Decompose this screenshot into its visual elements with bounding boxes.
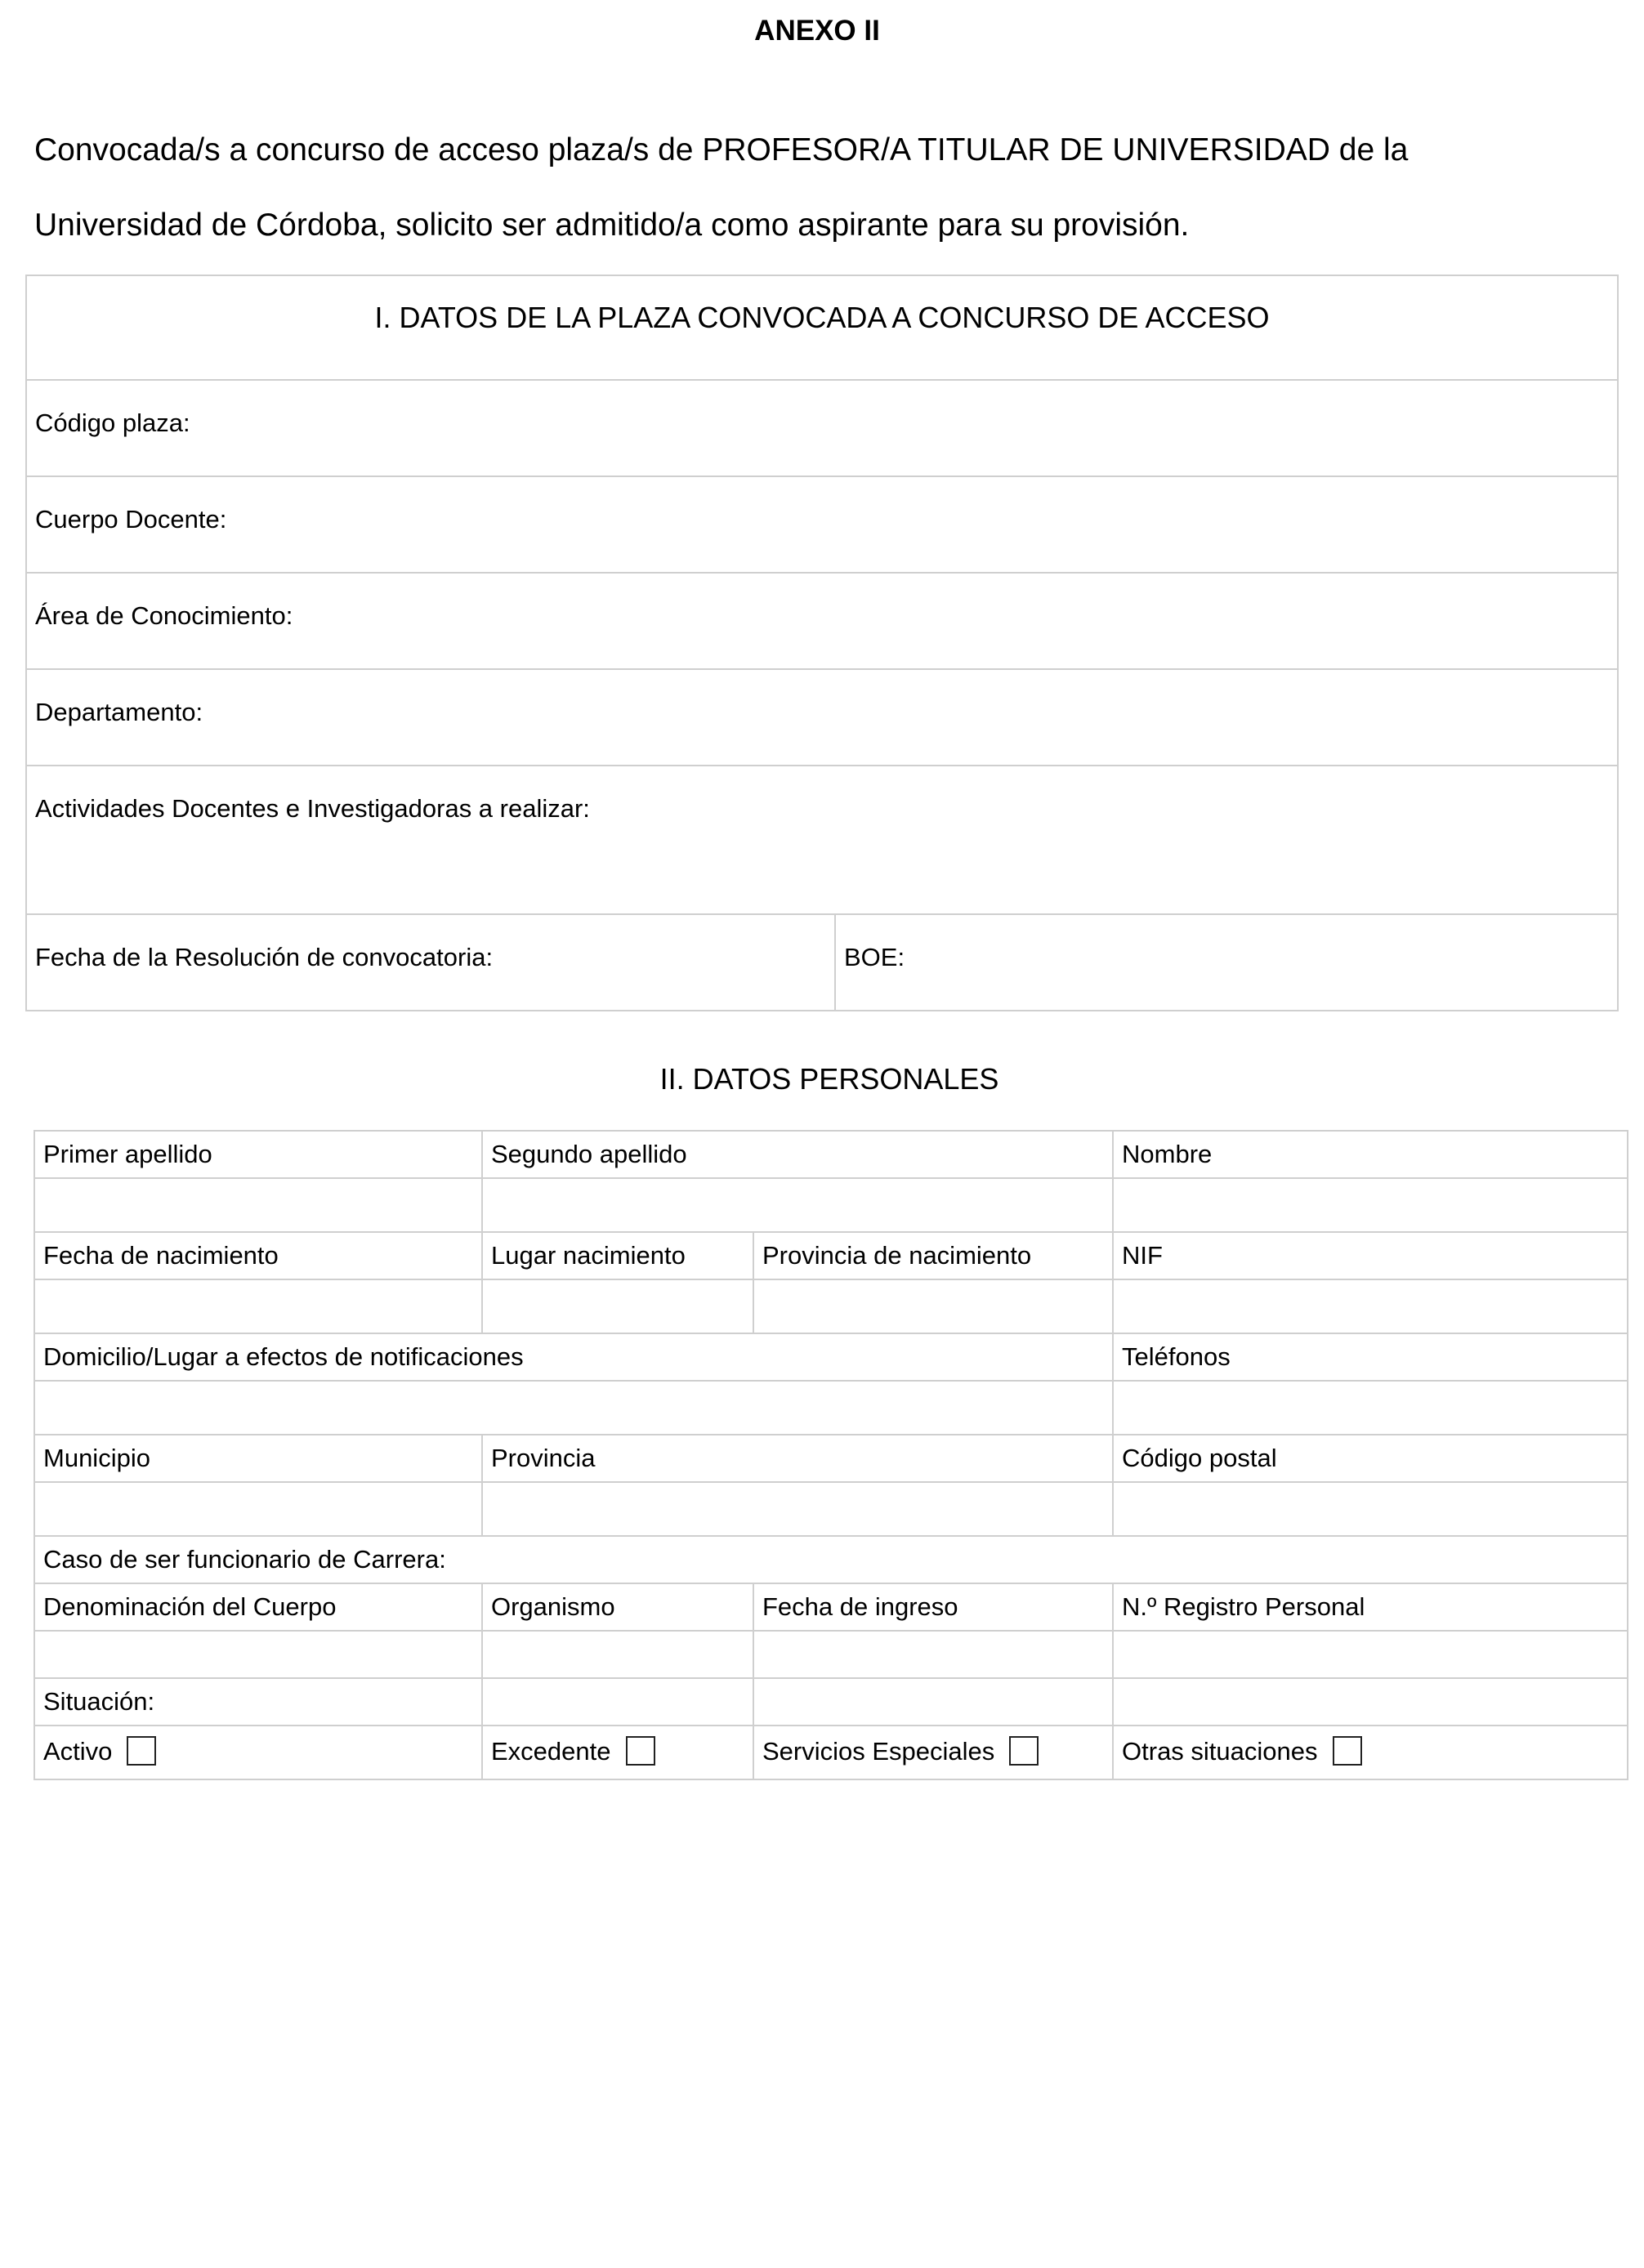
fecha-nacimiento-label: Fecha de nacimiento [34, 1232, 482, 1279]
section1-title: I. DATOS DE LA PLAZA CONVOCADA A CONCURSO DE ACCESO [374, 301, 1270, 334]
situacion-blank-2 [482, 1678, 753, 1726]
actividades-label: Actividades Docentes e Investigadoras a realizar: [35, 794, 590, 823]
domicilio-input[interactable] [34, 1381, 1113, 1435]
domicilio-label: Domicilio/Lugar a efectos de notificaciones [34, 1333, 1113, 1381]
organismo-input[interactable] [482, 1631, 753, 1678]
area-conocimiento-field[interactable] [27, 572, 1617, 668]
servicios-especiales-checkbox[interactable] [1009, 1736, 1039, 1766]
telefonos-label: Teléfonos [1113, 1333, 1628, 1381]
departamento-field[interactable] [27, 668, 1617, 765]
provincia-label: Provincia [482, 1435, 1113, 1482]
codigo-plaza-label: Código plaza: [35, 409, 190, 437]
fecha-ingreso-input[interactable] [753, 1631, 1113, 1678]
funcionario-label: Caso de ser funcionario de Carrera: [34, 1536, 1628, 1583]
municipio-input[interactable] [34, 1482, 482, 1536]
cuerpo-docente-field[interactable] [27, 475, 1617, 572]
section2-title: II. DATOS PERSONALES [659, 1062, 999, 1096]
denominacion-cuerpo-input[interactable] [34, 1631, 482, 1678]
fecha-nacimiento-input[interactable] [34, 1279, 482, 1333]
area-conocimiento-label: Área de Conocimiento: [35, 601, 293, 630]
excedente-label: Excedente [491, 1737, 611, 1766]
municipio-label: Municipio [34, 1435, 482, 1482]
nif-input[interactable] [1113, 1279, 1628, 1333]
plaza-data-section [25, 275, 1619, 1011]
intro-line-1: Convocada/s a concurso de acceso plaza/s de PROFESOR/A TITULAR DE UNIVERSIDAD de la [34, 132, 1409, 167]
servicios-especiales-label: Servicios Especiales [762, 1737, 995, 1766]
departamento-label: Departamento: [35, 698, 203, 726]
situacion-blank-3 [753, 1678, 1113, 1726]
denominacion-cuerpo-label: Denominación del Cuerpo [34, 1583, 482, 1631]
primer-apellido-input[interactable] [34, 1178, 482, 1232]
cuerpo-docente-label: Cuerpo Docente: [35, 505, 227, 534]
fecha-resolucion-field[interactable] [27, 915, 836, 1010]
provincia-nacimiento-label: Provincia de nacimiento [753, 1232, 1113, 1279]
nif-label: NIF [1113, 1232, 1628, 1279]
servicios-especiales-option [753, 1726, 1113, 1779]
intro-paragraph [34, 113, 1546, 263]
annex-title: ANEXO II [754, 15, 880, 47]
codigo-postal-input[interactable] [1113, 1482, 1628, 1536]
lugar-nacimiento-input[interactable] [482, 1279, 753, 1333]
provincia-nacimiento-input[interactable] [753, 1279, 1113, 1333]
lugar-nacimiento-label: Lugar nacimiento [482, 1232, 753, 1279]
otras-situaciones-label: Otras situaciones [1122, 1737, 1318, 1766]
otras-situaciones-checkbox[interactable] [1333, 1736, 1362, 1766]
activo-option [34, 1726, 482, 1779]
otras-situaciones-option [1113, 1726, 1628, 1779]
situacion-label: Situación: [34, 1678, 482, 1726]
registro-personal-label: N.º Registro Personal [1113, 1583, 1628, 1631]
provincia-input[interactable] [482, 1482, 1113, 1536]
excedente-checkbox[interactable] [626, 1736, 655, 1766]
fecha-resolucion-label: Fecha de la Resolución de convocatoria: [35, 943, 494, 971]
boe-label: BOE: [844, 943, 905, 971]
personal-data-table [34, 1130, 1628, 1780]
situacion-blank-4 [1113, 1678, 1628, 1726]
intro-line-2: Universidad de Córdoba, solicito ser admitido/a como aspirante para su provisión. [34, 208, 1190, 243]
fecha-ingreso-label: Fecha de ingreso [753, 1583, 1113, 1631]
telefonos-input[interactable] [1113, 1381, 1628, 1435]
codigo-postal-label: Código postal [1113, 1435, 1628, 1482]
nombre-label: Nombre [1113, 1131, 1628, 1178]
segundo-apellido-label: Segundo apellido [482, 1131, 1113, 1178]
segundo-apellido-input[interactable] [482, 1178, 1113, 1232]
boe-field[interactable] [836, 915, 1617, 1010]
nombre-input[interactable] [1113, 1178, 1628, 1232]
primer-apellido-label: Primer apellido [34, 1131, 482, 1178]
actividades-field[interactable] [27, 765, 1617, 913]
activo-checkbox[interactable] [127, 1736, 156, 1766]
excedente-option [482, 1726, 753, 1779]
activo-label: Activo [43, 1737, 113, 1766]
resolucion-row [27, 913, 1617, 1010]
organismo-label: Organismo [482, 1583, 753, 1631]
registro-personal-input[interactable] [1113, 1631, 1628, 1678]
codigo-plaza-field[interactable] [27, 379, 1617, 475]
